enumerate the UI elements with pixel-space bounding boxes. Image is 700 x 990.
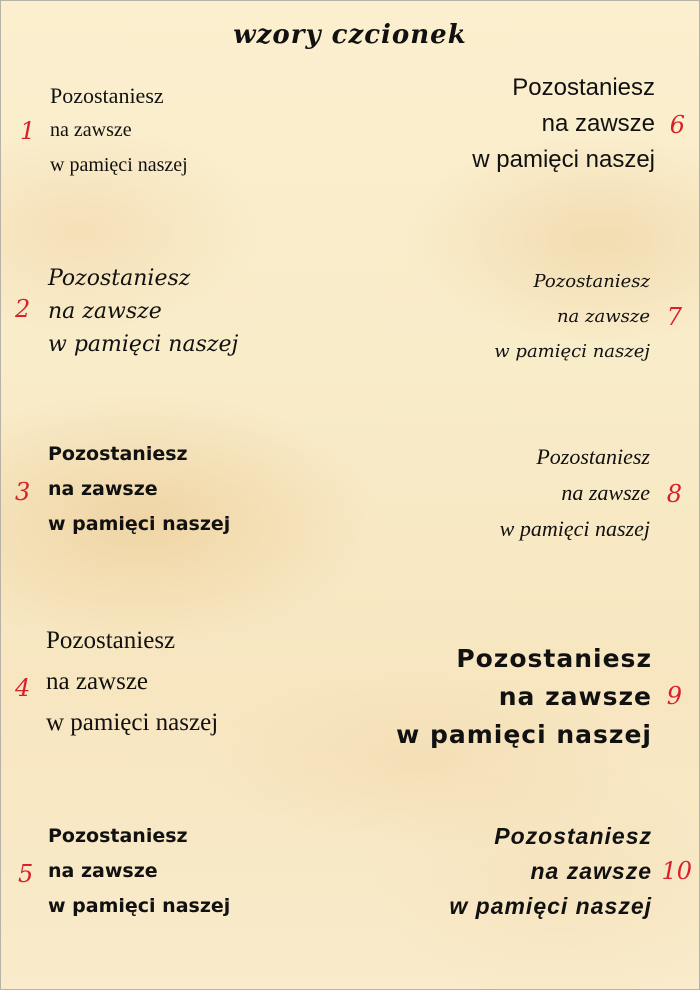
sample-line: Pozostaniesz (48, 443, 188, 465)
font-sample-5 (18, 819, 231, 924)
sample-line: na zawsze (48, 860, 158, 882)
sample-number: 5 (18, 860, 34, 888)
sample-line: na zawsze (50, 119, 132, 141)
sample-line: na zawsze (556, 306, 650, 327)
sample-line: w pamięci naszej (472, 146, 655, 173)
sample-number: 10 (661, 857, 692, 885)
sample-line: na zawsze (48, 299, 162, 324)
font-sample-4 (15, 620, 219, 743)
sample-number: 1 (20, 117, 36, 145)
sample-line: w pamięci naszej (48, 513, 231, 535)
font-sample-2 (15, 262, 239, 361)
sample-line: w pamięci naszej (48, 332, 239, 357)
sample-line: w pamięci naszej (396, 720, 652, 749)
font-sample-1 (20, 78, 188, 183)
sample-number: 7 (666, 303, 682, 331)
sample-line: Pozostaniesz (50, 83, 164, 108)
font-sample-8 (499, 439, 682, 547)
sample-line: w pamięci naszej (46, 709, 219, 736)
sample-number: 3 (15, 478, 31, 506)
sample-line: Pozostaniesz (533, 271, 650, 292)
sample-number: 4 (15, 674, 31, 702)
sample-line: w pamięci naszej (449, 893, 652, 919)
sample-line: Pozostaniesz (46, 627, 176, 654)
sample-line: na zawsze (48, 478, 158, 500)
sample-line: w pamięci naszej (50, 154, 188, 176)
sample-line: na zawsze (541, 110, 655, 137)
font-sample-3 (15, 437, 231, 542)
sample-line: Pozostaniesz (536, 444, 650, 469)
sample-number: 6 (669, 111, 685, 139)
sample-number: 2 (15, 295, 31, 323)
font-sample-7 (494, 264, 682, 369)
sample-line: w pamięci naszej (48, 895, 231, 917)
font-sample-10 (449, 819, 692, 924)
sample-line: na zawsze (530, 858, 652, 884)
sample-line: w pamięci naszej (494, 341, 650, 362)
font-sample-6 (472, 70, 685, 178)
sample-line: na zawsze (498, 682, 652, 711)
sample-line: w pamięci naszej (499, 516, 650, 541)
sample-line: na zawsze (561, 480, 650, 505)
sample-line: Pozostaniesz (456, 644, 652, 673)
sample-number: 8 (666, 480, 682, 508)
sample-number: 9 (666, 682, 682, 710)
sample-line: Pozostaniesz (494, 823, 652, 849)
sample-line: Pozostaniesz (48, 266, 191, 291)
sample-line: Pozostaniesz (512, 74, 655, 101)
page-title: wzory czcionek (233, 20, 467, 50)
sample-line: Pozostaniesz (48, 825, 188, 847)
font-sample-9 (396, 640, 682, 754)
sample-line: na zawsze (46, 668, 149, 695)
